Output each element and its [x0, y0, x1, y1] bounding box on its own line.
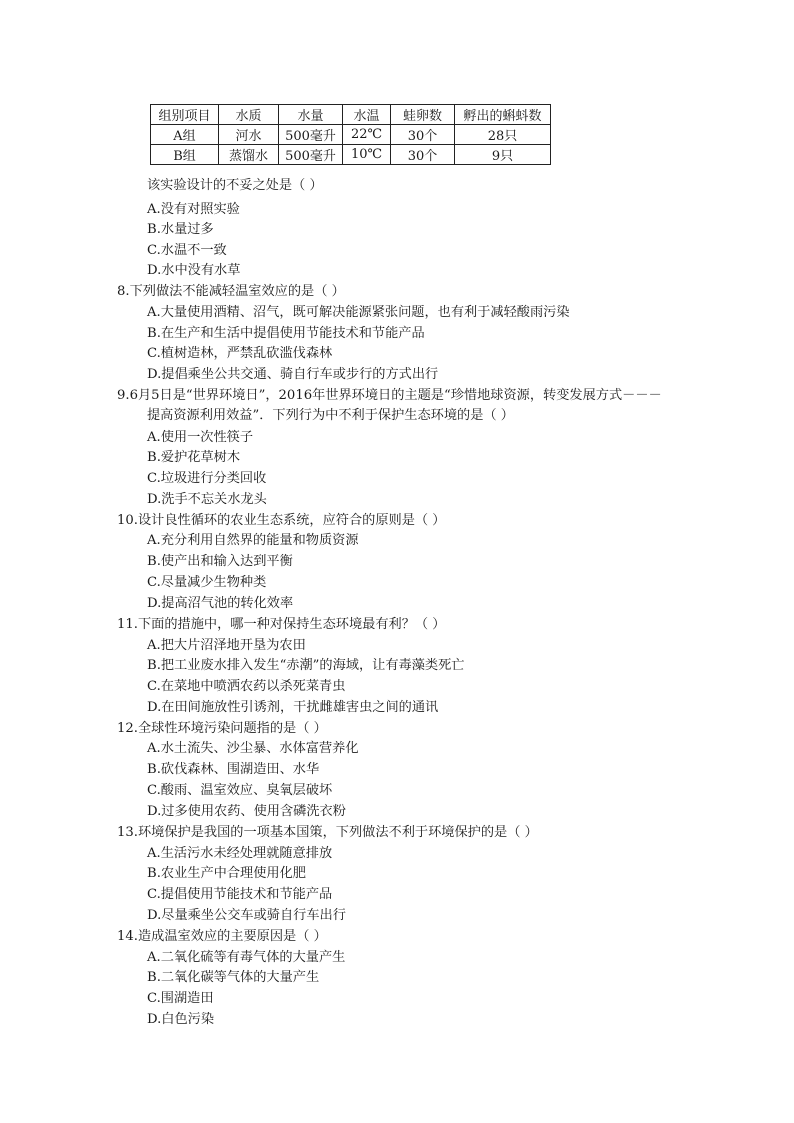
question-stem: 8.下列做法不能减轻温室效应的是（ ）	[117, 284, 345, 299]
answer-option: C.植树造林，严禁乱砍滥伐森林	[147, 346, 333, 361]
answer-option: C.提倡使用节能技术和节能产品	[147, 887, 333, 902]
table-cell: 500毫升	[279, 125, 343, 145]
question-stem: 12.全球性环境污染问题指的是（ ）	[117, 721, 327, 736]
answer-option: B.在生产和生活中提倡使用节能技术和节能产品	[147, 326, 425, 341]
answer-option: A.把大片沼泽地开垦为农田	[147, 638, 306, 653]
answer-option: C.水温不一致	[147, 243, 227, 258]
table-row	[151, 125, 551, 145]
question-stem: 该实验设计的不妥之处是（ ）	[147, 178, 323, 193]
answer-option: C.在菜地中喷洒农药以杀死菜青虫	[147, 679, 346, 694]
answer-option: B.水量过多	[147, 222, 214, 237]
answer-option: B.把工业废水排入发生“赤潮”的海域，让有毒藻类死亡	[147, 658, 465, 673]
table-cell: 河水	[219, 125, 279, 145]
answer-option: D.过多使用农药、使用含磷洗衣粉	[147, 804, 346, 819]
answer-option: C.围湖造田	[147, 991, 214, 1006]
experiment-table	[150, 104, 551, 165]
answer-option: D.提高沼气池的转化效率	[147, 596, 294, 611]
question-stem: 9.6月5日是“世界环境日”，2016年世界环境日的主题是“珍惜地球资源，转变发展方式－－－	[117, 388, 662, 403]
table-cell: 蒸馏水	[219, 145, 279, 165]
table-cell: 28只	[455, 125, 551, 145]
question-stem: 10.设计良性循环的农业生态系统，应符合的原则是（ ）	[117, 513, 446, 528]
table-header-cell: 水量	[279, 105, 343, 125]
answer-option: B.爱护花草树木	[147, 450, 241, 465]
answer-option: A.使用一次性筷子	[147, 430, 254, 445]
table-header-cell: 水温	[343, 105, 391, 125]
answer-option: D.白色污染	[147, 1012, 215, 1027]
answer-option: B.二氧化碳等气体的大量产生	[147, 970, 320, 985]
answer-option: C.垃圾进行分类回收	[147, 471, 267, 486]
table-cell: 30个	[391, 145, 455, 165]
answer-option: D.尽量乘坐公交车或骑自行车出行	[147, 908, 346, 923]
table-header-cell: 蛙卵数	[391, 105, 455, 125]
table-cell: A组	[151, 125, 219, 145]
answer-option: D.水中没有水草	[147, 263, 241, 278]
answer-option: A.水土流失、沙尘暴、水体富营养化	[147, 741, 359, 756]
answer-option: D.在田间施放性引诱剂，干扰雌雄害虫之间的通讯	[147, 700, 439, 715]
table-header-cell: 组别项目	[151, 105, 219, 125]
table-row	[151, 145, 551, 165]
table-header-cell: 水质	[219, 105, 279, 125]
table-cell: 9只	[455, 145, 551, 165]
question-stem: 14.造成温室效应的主要原因是（ ）	[117, 929, 327, 944]
answer-option: A.二氧化硫等有毒气体的大量产生	[147, 950, 346, 965]
answer-option: A.大量使用酒精、沼气，既可解决能源紧张问题，也有利于减轻酸雨污染	[147, 305, 570, 320]
question-stem: 13.环境保护是我国的一项基本国策，下列做法不利于环境保护的是（ ）	[117, 825, 538, 840]
answer-option: A.充分利用自然界的能量和物质资源	[147, 533, 359, 548]
question-stem-continued: 提高资源利用效益”．下列行为中不利于保护生态环境的是（ ）	[147, 408, 514, 423]
answer-option: B.砍伐森林、围湖造田、水华	[147, 762, 320, 777]
table-cell: B组	[151, 145, 219, 165]
table-cell: 22℃	[343, 125, 391, 145]
answer-option: C.尽量减少生物种类	[147, 575, 267, 590]
answer-option: B.使产出和输入达到平衡	[147, 554, 293, 569]
answer-option: D.提倡乘坐公共交通、骑自行车或步行的方式出行	[147, 367, 439, 382]
question-stem: 11.下面的措施中，哪一种对保持生态环境最有利？（ ）	[117, 617, 446, 632]
table-header-row	[151, 105, 551, 125]
answer-option: C.酸雨、温室效应、臭氧层破坏	[147, 783, 333, 798]
table-cell: 10℃	[343, 145, 391, 165]
table-header-cell: 孵出的蝌蚪数	[455, 105, 551, 125]
answer-option: D.洗手不忘关水龙头	[147, 492, 267, 507]
answer-option: A.生活污水未经处理就随意排放	[147, 846, 333, 861]
table-cell: 30个	[391, 125, 455, 145]
table-cell: 500毫升	[279, 145, 343, 165]
answer-option: B.农业生产中合理使用化肥	[147, 866, 306, 881]
answer-option: A.没有对照实验	[147, 202, 240, 217]
